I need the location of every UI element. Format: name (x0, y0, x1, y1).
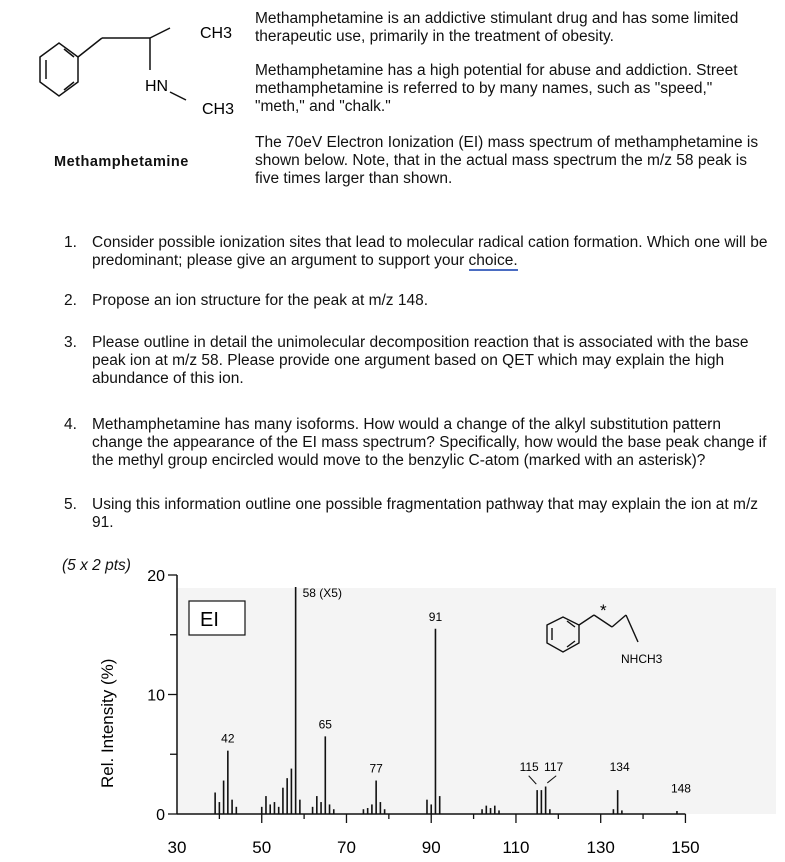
question-text: Methamphetamine has many isoforms. How would a change of the alkyl substitution pattern change the appearance of the EI mass spectrum? Specifically, how would the base peak change if the methyl group encircled would move to the benzylic C-atom (marked with an asterisk)? (92, 416, 767, 469)
question-number: 3. (64, 334, 77, 351)
x-tick-label: 110 (502, 838, 530, 857)
y-tick-label: 10 (147, 687, 165, 705)
points-note: (5 x 2 pts) (62, 557, 131, 574)
chart-background (176, 588, 776, 814)
peak-label: 91 (428, 609, 443, 624)
question-number: 5. (64, 496, 77, 513)
x-tick-label: 50 (252, 838, 272, 857)
choice-link[interactable]: choice. (468, 252, 518, 269)
ei-label: EI (200, 609, 219, 631)
y-tick-label: 20 (147, 568, 165, 585)
question-3 (64, 334, 776, 394)
x-tick-label: 30 (167, 838, 187, 857)
intro-paragraph-3: The 70eV Electron Ionization (EI) mass spectrum of methamphetamine is shown below. Note, that in the actual mass spectrum the m/z 58 peak is five times larger than shown. (255, 134, 759, 187)
peak-label: 65 (318, 717, 332, 732)
y-axis-title: Rel. Intensity (%) (98, 658, 117, 788)
x-tick-label: 70 (337, 838, 356, 857)
methamphetamine-structure (30, 8, 250, 128)
y-tick-label: 0 (156, 807, 165, 824)
question-2 (64, 292, 776, 312)
ch3-bottom-label: CH3 (202, 101, 235, 118)
question-text (92, 234, 772, 270)
intro-paragraph-2: Methamphetamine has a high potential for abuse and addiction. Street methamphetamine is referred to by many names, such as "speed," "meth," and "chalk." (255, 62, 738, 115)
intro-paragraph-1: Methamphetamine is an addictive stimulant drug and has some limited therapeutic use, primarily in the treatment of obesity. (255, 10, 739, 45)
question-number: 2. (64, 292, 77, 309)
asterisk-label: * (600, 601, 607, 620)
question-number: 4. (64, 416, 77, 433)
peak-label: 77 (369, 761, 383, 776)
nhch3-label: NHCH3 (621, 652, 663, 666)
x-tick-label: 90 (421, 838, 441, 857)
peak-label: 134 (609, 759, 630, 774)
peak-label: 117 (544, 759, 564, 774)
question-text-body: Consider possible ionization sites that lead to molecular radical cation formation. Which one will be predominant; please give an argument to support your (92, 234, 768, 269)
molecule-name: Methamphetamine (54, 154, 189, 170)
question-4 (64, 416, 776, 492)
question-text: Please outline in detail the unimolecular decomposition reaction that is associated with the base peak ion at m/z 58. Please provide one argument based on QET which may explain the high abundance of this ion. (92, 334, 749, 387)
x-tick-label: 130 (586, 838, 615, 857)
question-number: 1. (64, 234, 77, 251)
peak-label: 148 (670, 781, 691, 796)
peak-label: 58 (X5) (302, 586, 342, 600)
question-text: Using this information outline one possible fragmentation pathway that may explain the ion at m/z 91. (92, 496, 759, 531)
mass-spectrum-chart (0, 568, 785, 862)
ch3-top-label: CH3 (200, 25, 233, 42)
hn-label: HN (145, 78, 169, 95)
question-5 (64, 496, 776, 536)
x-tick-label: 150 (671, 838, 700, 857)
peak-label: 115 (519, 759, 539, 774)
question-1 (64, 234, 776, 274)
peak-label: 42 (221, 731, 235, 746)
question-text: Propose an ion structure for the peak at m/z 148. (92, 292, 429, 309)
